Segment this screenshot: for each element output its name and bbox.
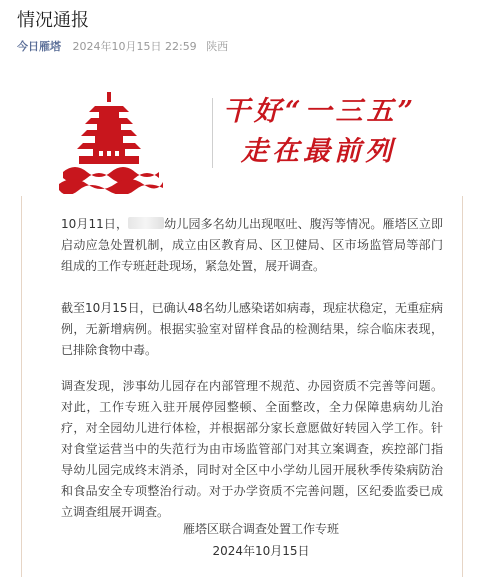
- paragraph-incident: 10月11日， 幼儿园多名幼儿出现呕吐、腹泻等情况。雁塔区立即启动应急处置机制，成立由区教育局、区卫健局、区市场监管局等部门组成的工作专班赶赴现场，紧急处置，展开调查。: [61, 217, 443, 273]
- signature-org: 雁塔区联合调查处置工作专班: [182, 522, 339, 536]
- paragraph-investigation: 调查发现，涉事幼儿园存在内部管理不规范、办园资质不完善等问题。对此，工作专班入驻开展停园整顿、全面整改，全力保障患病幼儿治疗，对全园幼儿进行体检，并根据部分家长意愿做好转园入学工作。针对食堂运营当中的失范行为由市场监管部门对其立案调查，疾控部门指导幼儿园完成终末消杀，同时对全区中小学幼儿园开展秋季传染病防治和食品安全专项整治行动。对于办学资质不完善问题，区纪委监委已成立调查组展开调查。: [61, 379, 443, 519]
- slogan-line-2: 走在最前列: [241, 136, 396, 167]
- article-meta: [17, 40, 228, 54]
- slogan-text: [223, 92, 453, 172]
- announcement-body: [21, 196, 463, 577]
- banner-divider: [212, 98, 213, 168]
- signature-date: 2024年10月15日: [212, 544, 310, 558]
- paragraph-status: 截至10月15日，已确认48名幼儿感染诺如病毒，现症状稳定，无重症病例，无新增病例。根据实验室对留样食品的检测结果，综合临床表现，已排除食物中毒。: [61, 301, 443, 357]
- account-name-link[interactable]: 今日雁塔: [17, 40, 61, 53]
- redacted-name: [128, 217, 164, 229]
- yanta-pagoda-logo-icon: [55, 88, 165, 194]
- article-title: 情况通报: [17, 10, 89, 31]
- slogan-line-1: 干好“一三五”: [223, 96, 418, 127]
- publish-location: 陕西: [206, 40, 229, 53]
- slogan-banner: [35, 82, 445, 196]
- publish-time: 2024年10月15日 22:59: [72, 40, 197, 53]
